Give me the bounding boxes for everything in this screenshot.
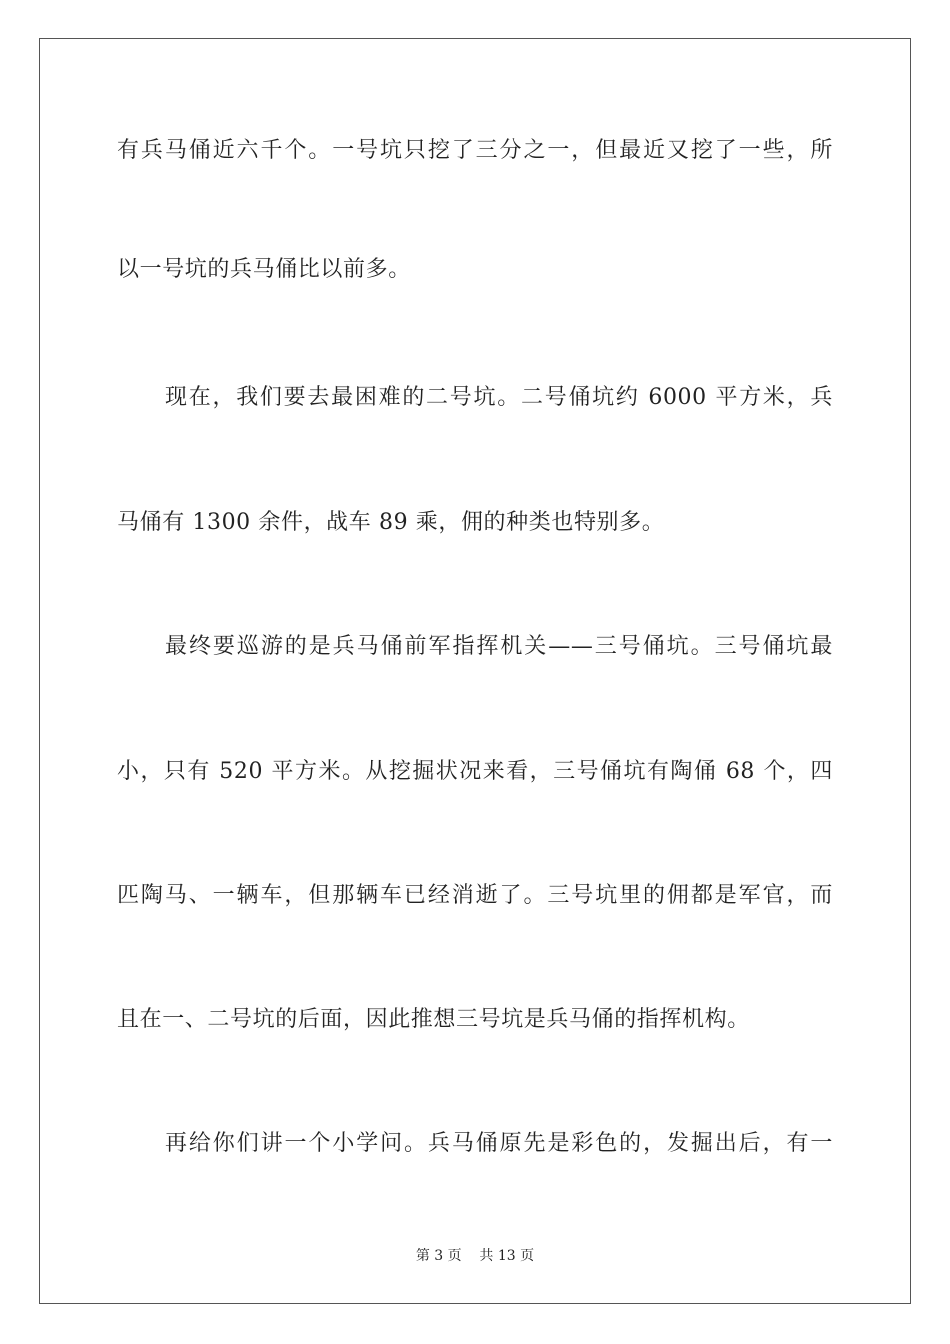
text-line: 马俑有 1300 余件，战车 89 乘，佣的种类也特别多。 [117,510,665,535]
page-border [39,38,911,1304]
paragraph-start-line: 再给你们讲一个小学问。兵马俑原先是彩色的，发掘出后，有一 [165,1131,833,1156]
page-number-footer: 第 3 页 共 13 页 [415,1248,535,1264]
text-line: 有兵马俑近六千个。一号坑只挖了三分之一，但最近又挖了一些，所 [117,138,833,163]
text-line: 且在一、二号坑的后面，因此推想三号坑是兵马俑的指挥机构。 [117,1007,750,1032]
text-line: 以一号坑的兵马俑比以前多。 [117,257,411,282]
text-line: 小，只有 520 平方米。从挖掘状况来看，三号俑坑有陶俑 68 个，四 [117,759,833,784]
text-line: 匹陶马、一辆车，但那辆车已经消逝了。三号坑里的佣都是军官，而 [117,883,833,908]
paragraph-start-line: 最终要巡游的是兵马俑前军指挥机关——三号俑坑。三号俑坑最 [165,634,833,659]
paragraph-start-line: 现在，我们要去最困难的二号坑。二号俑坑约 6000 平方米，兵 [165,385,833,410]
